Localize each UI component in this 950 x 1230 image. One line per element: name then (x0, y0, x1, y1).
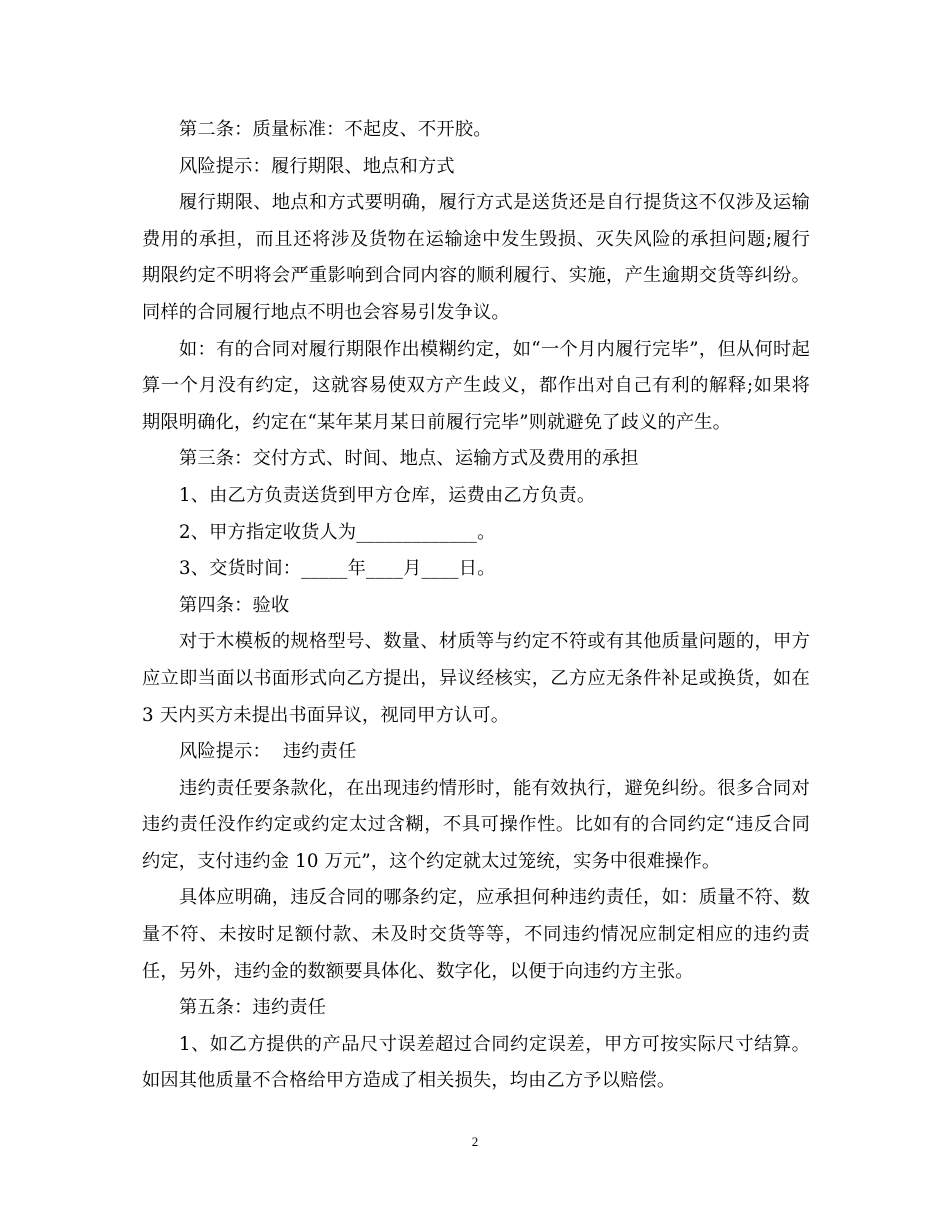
risk-tip-liability-heading: 风险提示： 违约责任 (179, 741, 357, 763)
clause-4-inspection-heading: 第四条：验收 (179, 594, 290, 616)
clause-4-inspection-body: 对于木模板的规格型号、数量、材质等与约定不符或有其他质量问题的，甲方应立即当面以书面形式向乙方提出，异议经核实，乙方应无条件补足或换货，如在 3 天内买方未提出书面异议，视同甲方认可。 (142, 631, 816, 726)
clause-5-liability-heading: 第五条：违约责任 (179, 997, 327, 1019)
clause-3-item-2: 2、甲方指定收货人为_____________。 (179, 521, 496, 543)
clause-2-quality-standard: 第二条：质量标准：不起皮、不开胶。 (179, 119, 492, 140)
clause-3-delivery-heading: 第三条：交付方式、时间、地点、运输方式及费用的承担 (179, 448, 639, 470)
page-number: 2 (471, 1134, 479, 1149)
clause-3-item-1: 1、由乙方负责送货到甲方仓库，运费由乙方负责。 (179, 484, 596, 506)
clause-5-item-1: 1、如乙方提供的产品尺寸误差超过合同约定误差，甲方可按实际尺寸结算。如因其他质量不合格给甲方造成了相关损失，均由乙方予以赔偿。 (142, 1033, 810, 1092)
risk-tip-liability-detail: 具体应明确，违反合同的哪条约定，应承担何种违约责任，如：质量不符、数量不符、未按时足额付款、未及时交货等等，不同违约情况应制定相应的违约责任，另外，违约金的数额要具体化、数字化，以便于向违约方主张。 (142, 887, 810, 982)
risk-tip-liability-body: 违约责任要条款化，在出现违约情形时，能有效执行，避免纠纷。很多合同对违约责任没作约定或约定太过含糊，不具可操作性。比如有的合同约定“违反合同约定，支付违约金 10 万元”，这个约定就太过笼统，实务中很难操作。 (142, 777, 810, 872)
risk-tip-performance-body: 履行期限、地点和方式要明确，履行方式是送货还是自行提货这不仅涉及运输费用的承担，而且还将涉及货物在运输途中发生毁损、灭失风险的承担问题;履行期限约定不明将会严重影响到合同内容的顺利履行、实施，产生逾期交货等纠纷。同样的合同履行地点不明也会容易引发争议。 (142, 192, 810, 323)
clause-3-item-3: 3、交货时间：_____年____月____日。 (179, 558, 496, 580)
risk-tip-performance-example: 如：有的合同对履行期限作出模糊约定，如“一个月内履行完毕”，但从何时起算一个月没有约定，这就容易使双方产生歧义，都作出对自己有利的解释;如果将期限明确化，约定在“某年某月某日前履行完毕”则就避免了歧义的产生。 (142, 338, 810, 433)
document-body (142, 112, 816, 1100)
risk-tip-performance-heading: 风险提示：履行期限、地点和方式 (179, 155, 455, 177)
